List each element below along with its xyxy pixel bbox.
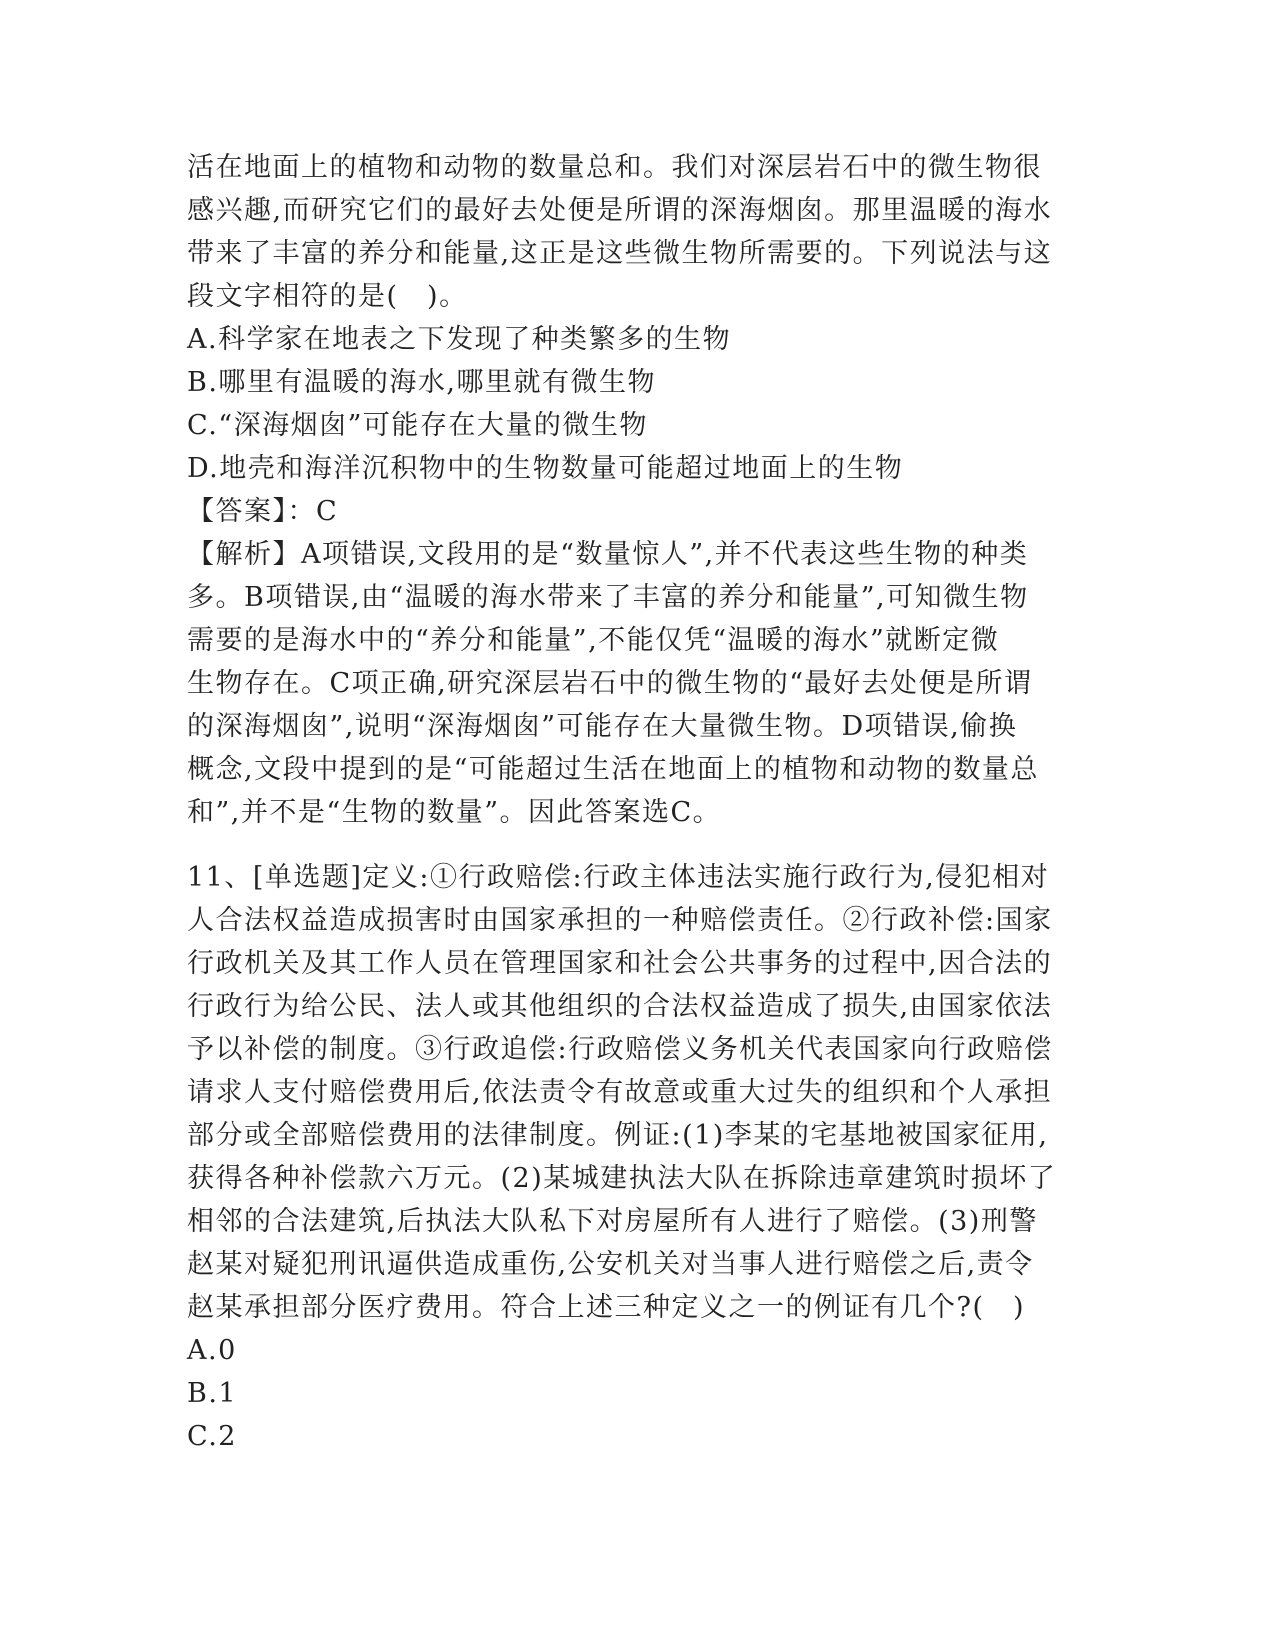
- analysis-block: [187, 533, 1087, 834]
- stem-line: 获得各种补偿款六万元。(2)某城建执法大队在拆除违章建筑时损坏了: [187, 1163, 1057, 1194]
- analysis-line: 和”,并不是“生物的数量”。因此答案选C。: [187, 797, 722, 828]
- stem-line: 予以补偿的制度。③行政追偿:行政赔偿义务机关代表国家向行政赔偿: [187, 1034, 1053, 1065]
- question-11-options: [187, 1329, 1087, 1458]
- stem-line: 相邻的合法建筑,后执法大队私下对房屋所有人进行了赔偿。(3)刑警: [187, 1206, 1038, 1237]
- analysis-line: 需要的是海水中的“养分和能量”,不能仅凭“温暖的海水”就断定微: [187, 625, 1000, 656]
- stem-line: 人合法权益造成损害时由国家承担的一种赔偿责任。②行政补偿:国家: [187, 905, 1053, 936]
- analysis-line: 生物存在。C项正确,研究深层岩石中的微生物的“最好去处便是所谓: [187, 668, 1033, 699]
- stem-line: 赵某对疑犯刑讯逼供造成重伤,公安机关对当事人进行赔偿之后,责令: [187, 1249, 1034, 1280]
- analysis-line: 多。B项错误,由“温暖的海水带来了丰富的养分和能量”,可知微生物: [187, 582, 1029, 613]
- analysis-line: 概念,文段中提到的是“可能超过生活在地面上的植物和动物的数量总: [187, 754, 1039, 785]
- analysis-line: 【解析】A项错误,文段用的是“数量惊人”,并不代表这些生物的种类: [187, 539, 1029, 570]
- document-page: [187, 146, 1087, 1458]
- stem-line: 11、[单选题]定义:①行政赔偿:行政主体违法实施行政行为,侵犯相对: [187, 862, 1050, 893]
- option-b: B.1: [187, 1378, 238, 1409]
- question-10-options: [187, 318, 1087, 490]
- stem-line: 赵某承担部分医疗费用。符合上述三种定义之一的例证有几个?( ): [187, 1292, 1026, 1323]
- question-11-stem: [187, 856, 1087, 1329]
- stem-line: 带来了丰富的养分和能量,这正是这些微生物所需要的。下列说法与这: [187, 238, 1053, 269]
- stem-line: 请求人支付赔偿费用后,依法责令有故意或重大过失的组织和个人承担: [187, 1077, 1053, 1108]
- answer-line: 【答案】：C: [187, 496, 339, 527]
- stem-line: 感兴趣,而研究它们的最好去处便是所谓的深海烟囱。那里温暖的海水: [187, 195, 1053, 226]
- option-c: C.2: [187, 1421, 237, 1452]
- section-gap: [187, 834, 1087, 856]
- option-a: A.科学家在地表之下发现了种类繁多的生物: [187, 324, 732, 355]
- option-d: D.地壳和海洋沉积物中的生物数量可能超过地面上的生物: [187, 453, 904, 484]
- analysis-line: 的深海烟囱”,说明“深海烟囱”可能存在大量微生物。D项错误,偷换: [187, 711, 1018, 742]
- stem-line: 部分或全部赔偿费用的法律制度。例证:(1)李某的宅基地被国家征用,: [187, 1120, 1049, 1151]
- stem-line: 行政机关及其工作人员在管理国家和社会公共事务的过程中,因合法的: [187, 948, 1053, 979]
- stem-line: 行政行为给公民、法人或其他组织的合法权益造成了损失,由国家依法: [187, 991, 1053, 1022]
- question-10-stem: [187, 146, 1087, 318]
- stem-line: 活在地面上的植物和动物的数量总和。我们对深层岩石中的微生物很: [187, 152, 1042, 183]
- option-c: C.“深海烟囱”可能存在大量的微生物: [187, 410, 648, 441]
- stem-line: 段文字相符的是( )。: [187, 281, 468, 312]
- option-b: B.哪里有温暖的海水,哪里就有微生物: [187, 367, 657, 398]
- option-a: A.0: [187, 1335, 237, 1366]
